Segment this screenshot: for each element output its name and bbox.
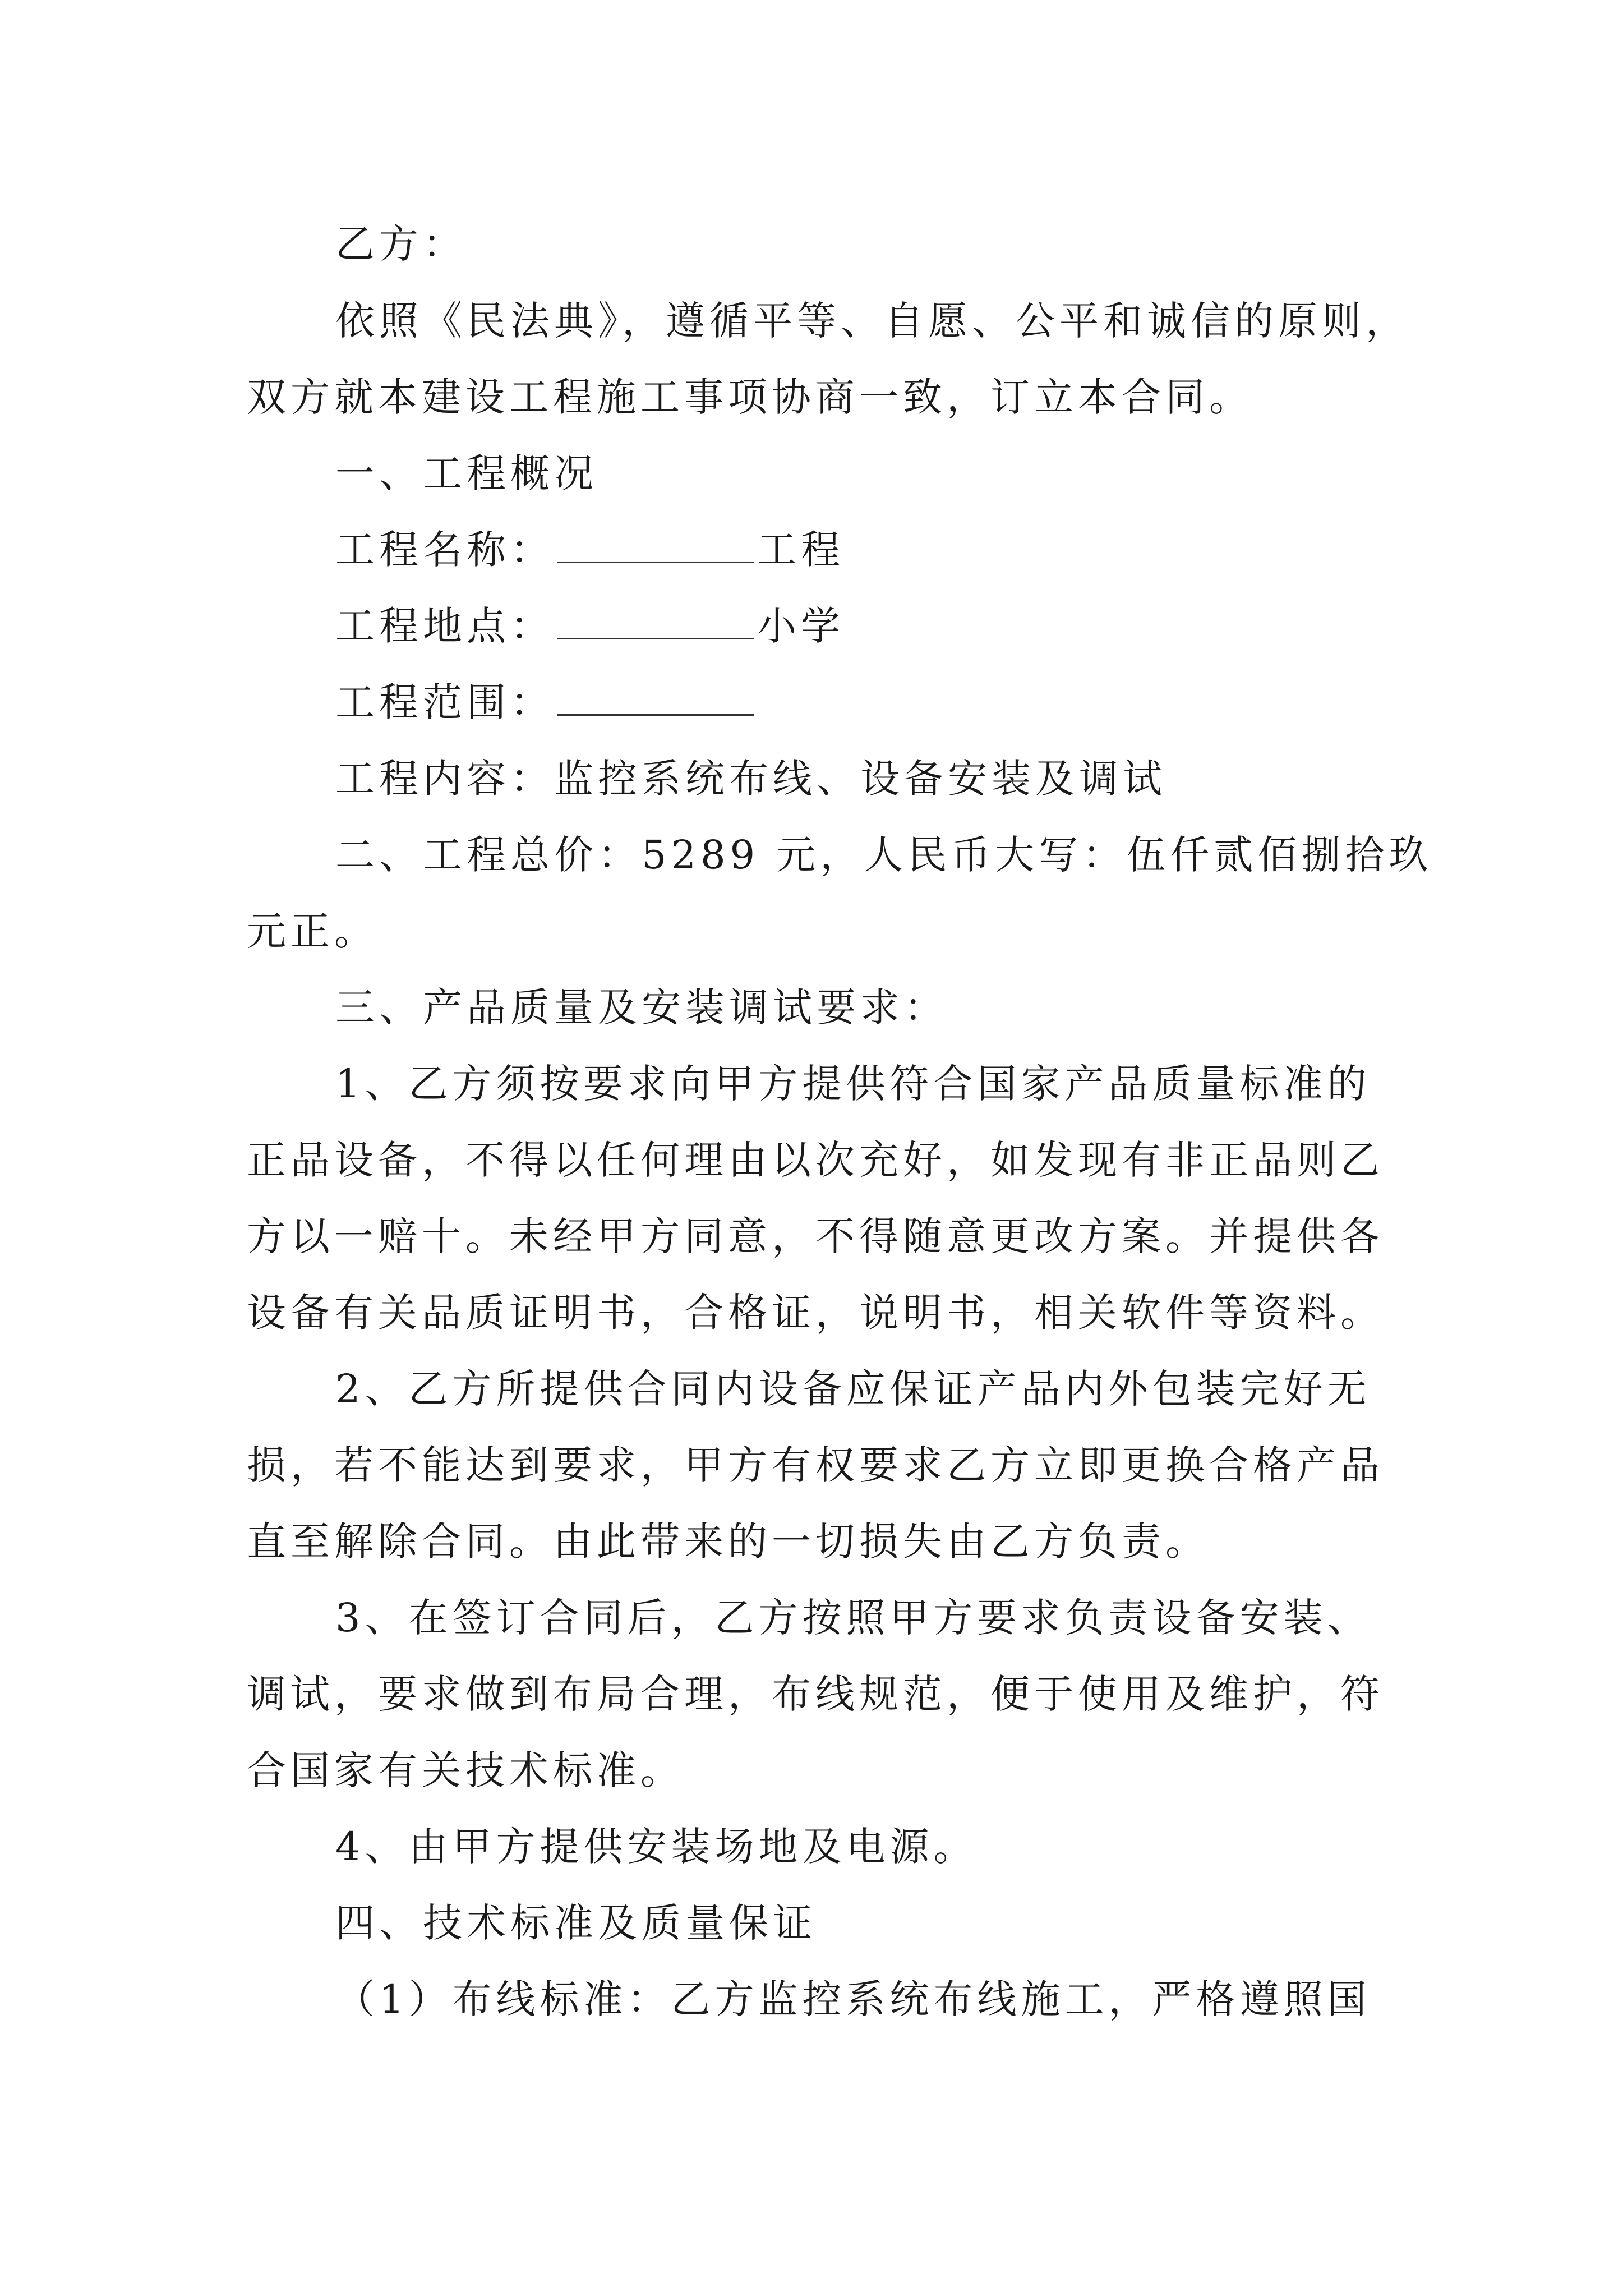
project-site-label: 工程地点：	[335, 603, 554, 649]
item-2-line-2: 损，若不能达到要求，甲方有权要求乙方立即更换合格产品	[247, 1442, 1384, 1488]
project-site-row	[335, 598, 845, 654]
item-4-line: 4、由甲方提供安装场地及电源。	[335, 1824, 978, 1870]
project-scope-blank[interactable]	[557, 679, 754, 716]
item-1-line-2: 正品设备，不得以任何理由以次充好，如发现有非正品则乙	[247, 1137, 1384, 1183]
section-2-line-2: 元正。	[247, 908, 378, 954]
project-name-row	[335, 522, 845, 578]
project-name-label: 工程名称：	[335, 527, 554, 573]
project-content-line: 工程内容：监控系统布线、设备安装及调试	[335, 756, 1166, 802]
item-3-line-3: 合国家有关技术标准。	[247, 1747, 684, 1793]
item-2-line-1: 2、乙方所提供合同内设备应保证产品内外包装完好无	[335, 1366, 1371, 1412]
section-3-heading: 三、产品质量及安装调试要求：	[335, 984, 948, 1030]
party-b-label: 乙方：	[335, 221, 467, 267]
project-name-suffix: 工程	[757, 527, 845, 573]
intro-paragraph-line-2: 双方就本建设工程施工事项协商一致，订立本合同。	[247, 374, 1253, 420]
intro-paragraph-line-1: 依照《民法典》，遵循平等、自愿、公平和诚信的原则，	[335, 298, 1409, 344]
section-1-heading: 一、工程概况	[335, 450, 598, 496]
item-1-line-3: 方以一赔十。未经甲方同意，不得随意更改方案。并提供各	[247, 1213, 1384, 1259]
item-3-line-2: 调试，要求做到布局合理，布线规范，便于使用及维护，符	[247, 1671, 1384, 1717]
section-2-line-1: 二、工程总价：5289 元，人民币大写：伍仟贰佰捌拾玖	[335, 832, 1433, 878]
section-4-heading: 四、技术标准及质量保证	[335, 1900, 817, 1946]
item-1-line-1: 1、乙方须按要求向甲方提供符合国家产品质量标准的	[335, 1061, 1371, 1107]
sub-item-1-line: （1）布线标准：乙方监控系统布线施工，严格遵照国	[335, 1976, 1371, 2022]
item-2-line-3: 直至解除合同。由此带来的一切损失由乙方负责。	[247, 1519, 1209, 1565]
item-1-line-4: 设备有关品质证明书，合格证，说明书，相关软件等资料。	[247, 1290, 1384, 1336]
project-scope-label: 工程范围：	[335, 679, 554, 725]
project-site-suffix: 小学	[757, 603, 845, 649]
project-site-blank[interactable]	[557, 603, 754, 639]
item-3-line-1: 3、在签订合同后，乙方按照甲方要求负责设备安装、	[335, 1595, 1371, 1641]
project-scope-row	[335, 674, 757, 730]
project-name-blank[interactable]	[557, 527, 754, 563]
